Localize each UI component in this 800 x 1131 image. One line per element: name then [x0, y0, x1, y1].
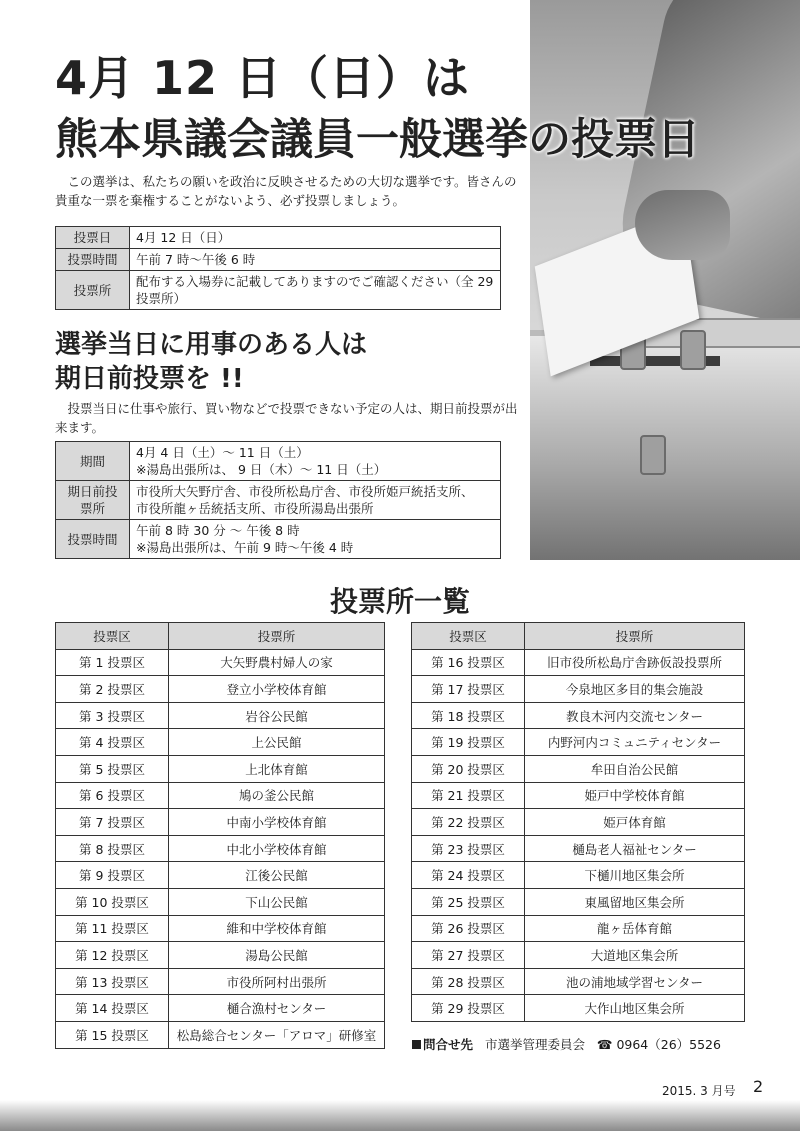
table-row	[412, 915, 745, 942]
place-cell: 教良木河内交流センター	[525, 702, 745, 729]
table-row	[412, 809, 745, 836]
place-cell: 牟田自治公民館	[525, 755, 745, 782]
district-cell: 第 21 投票区	[412, 782, 525, 809]
table-row	[56, 442, 501, 481]
district-cell: 第 19 投票区	[412, 729, 525, 756]
table-header-row	[56, 623, 385, 650]
district-cell: 第 1 投票区	[56, 649, 169, 676]
early-voting-title	[55, 328, 367, 396]
place-cell: 中北小学校体育館	[169, 835, 385, 862]
district-cell: 第 10 投票区	[56, 888, 169, 915]
photo-hand	[635, 190, 730, 260]
early-value-line: 市役所大矢野庁舎、市役所松島庁舎、市役所姫戸統括支所、	[136, 484, 474, 499]
early-value-line: ※湯島出張所は、午前 9 時～午後 4 時	[136, 540, 354, 555]
table-row	[412, 942, 745, 969]
contact-phone: 0964（26）5526	[616, 1037, 721, 1052]
place-cell: 旧市役所松島庁舎跡仮設投票所	[525, 649, 745, 676]
photo-hinge	[680, 330, 706, 370]
place-cell: 樋合漁村センター	[169, 995, 385, 1022]
place-cell: 姫戸中学校体育館	[525, 782, 745, 809]
district-cell: 第 11 投票区	[56, 915, 169, 942]
place-cell: 中南小学校体育館	[169, 809, 385, 836]
table-row	[56, 809, 385, 836]
district-cell: 第 16 投票区	[412, 649, 525, 676]
place-cell: 東風留地区集会所	[525, 888, 745, 915]
place-cell: 今泉地区多目的集会施設	[525, 676, 745, 703]
square-bullet-icon	[412, 1040, 421, 1049]
info-value: 4月 12 日（日）	[130, 227, 501, 249]
table-row	[56, 782, 385, 809]
district-cell: 第 23 投票区	[412, 835, 525, 862]
district-cell: 第 7 投票区	[56, 809, 169, 836]
place-cell: 大矢野農村婦人の家	[169, 649, 385, 676]
table-row	[56, 271, 501, 310]
table-row	[56, 520, 501, 559]
table-row	[56, 888, 385, 915]
place-cell: 岩谷公民館	[169, 702, 385, 729]
table-row	[56, 481, 501, 520]
place-cell: 下山公民館	[169, 888, 385, 915]
page-number: 2	[753, 1077, 764, 1096]
table-row	[56, 942, 385, 969]
polling-list-title: 投票所一覧	[329, 585, 470, 618]
table-row	[56, 702, 385, 729]
district-cell: 第 9 投票区	[56, 862, 169, 889]
intro-text: この選挙は、私たちの願いを政治に反映させるための大切な選挙です。皆さんの貴重な一票を棄権することがないよう、必ず投票しましょう。	[55, 174, 517, 208]
ballot-box-photo	[530, 0, 800, 560]
place-cell: 下樋川地区集会所	[525, 862, 745, 889]
table-header-row	[412, 623, 745, 650]
early-label: 期間	[56, 442, 130, 481]
early-voting-title-line2: 期日前投票を !!	[55, 364, 244, 394]
district-cell: 第 5 投票区	[56, 755, 169, 782]
table-row	[56, 249, 501, 271]
district-cell: 第 4 投票区	[56, 729, 169, 756]
district-cell: 第 18 投票区	[412, 702, 525, 729]
election-info-table	[55, 226, 501, 310]
table-row	[412, 649, 745, 676]
early-value-line: 午前 8 時 30 分 ～ 午後 8 時	[136, 523, 300, 538]
info-label: 投票時間	[56, 249, 130, 271]
district-cell: 第 24 投票区	[412, 862, 525, 889]
early-value-line: ※湯島出張所は、 9 日（木）～ 11 日（土）	[136, 462, 387, 477]
bottom-gradient-bar	[0, 1100, 800, 1131]
district-cell: 第 29 投票区	[412, 995, 525, 1022]
district-cell: 第 12 投票区	[56, 942, 169, 969]
district-cell: 第 17 投票区	[412, 676, 525, 703]
district-cell: 第 27 投票区	[412, 942, 525, 969]
table-row	[56, 1021, 385, 1048]
early-value	[130, 520, 501, 559]
place-cell: 樋島老人福祉センター	[525, 835, 745, 862]
early-value-line: 市役所龍ヶ岳統括支所、市役所湯島出張所	[136, 501, 374, 516]
page-title-line1: 4月 12 日（日）は	[55, 51, 471, 105]
table-row	[56, 915, 385, 942]
table-row	[412, 995, 745, 1022]
place-cell: 市役所阿村出張所	[169, 968, 385, 995]
contact-org: 市選挙管理委員会	[484, 1037, 585, 1052]
table-row	[56, 729, 385, 756]
table-row	[56, 676, 385, 703]
table-row	[412, 862, 745, 889]
table-row	[56, 649, 385, 676]
place-cell: 上北体育館	[169, 755, 385, 782]
column-header-district: 投票区	[56, 623, 169, 650]
photo-hinge	[640, 435, 666, 475]
early-voting-text: 投票当日に仕事や旅行、買い物などで投票できない予定の人は、期日前投票が出来ます。	[55, 401, 518, 435]
place-cell: 江後公民館	[169, 862, 385, 889]
district-cell: 第 14 投票区	[56, 995, 169, 1022]
table-row	[412, 782, 745, 809]
place-cell: 湯島公民館	[169, 942, 385, 969]
place-cell: 龍ヶ岳体育館	[525, 915, 745, 942]
early-voting-table	[55, 441, 501, 559]
info-label: 投票所	[56, 271, 130, 310]
table-row	[412, 729, 745, 756]
district-cell: 第 15 投票区	[56, 1021, 169, 1048]
column-header-place: 投票所	[169, 623, 385, 650]
place-cell: 鳩の釜公民館	[169, 782, 385, 809]
info-value: 配布する入場券に記載してありますのでご確認ください（全 29 投票所）	[130, 271, 501, 310]
table-row	[56, 755, 385, 782]
column-header-district: 投票区	[412, 623, 525, 650]
early-label: 投票時間	[56, 520, 130, 559]
place-cell: 池の浦地域学習センター	[525, 968, 745, 995]
table-row	[412, 888, 745, 915]
phone-icon: ☎	[596, 1037, 613, 1052]
table-row	[412, 835, 745, 862]
place-cell: 大道地区集会所	[525, 942, 745, 969]
polling-list-left	[55, 622, 385, 1049]
early-voting-title-line1: 選挙当日に用事のある人は	[55, 330, 368, 360]
info-value: 午前 7 時～午後 6 時	[130, 249, 501, 271]
issue-date: 2015. 3 月号	[662, 1084, 736, 1098]
place-cell: 維和中学校体育館	[169, 915, 385, 942]
district-cell: 第 25 投票区	[412, 888, 525, 915]
district-cell: 第 22 投票区	[412, 809, 525, 836]
table-row	[56, 227, 501, 249]
early-value	[130, 442, 501, 481]
district-cell: 第 28 投票区	[412, 968, 525, 995]
district-cell: 第 20 投票区	[412, 755, 525, 782]
table-row	[412, 676, 745, 703]
early-value-line: 4月 4 日（土）～ 11 日（土）	[136, 445, 309, 460]
place-cell: 大作山地区集会所	[525, 995, 745, 1022]
column-header-place: 投票所	[525, 623, 745, 650]
polling-list-right	[411, 622, 745, 1022]
contact-heading: 問合せ先	[423, 1037, 474, 1052]
table-row	[412, 702, 745, 729]
table-row	[412, 755, 745, 782]
place-cell: 内野河内コミュニティセンター	[525, 729, 745, 756]
page-title-election-name: 熊本県議会議員一般選挙	[55, 115, 528, 165]
district-cell: 第 13 投票区	[56, 968, 169, 995]
table-row	[56, 862, 385, 889]
table-row	[56, 835, 385, 862]
early-label: 期日前投票所	[56, 481, 130, 520]
info-label: 投票日	[56, 227, 130, 249]
place-cell: 姫戸体育館	[525, 809, 745, 836]
place-cell: 松島総合センター「アロマ」研修室	[169, 1021, 385, 1048]
district-cell: 第 2 投票区	[56, 676, 169, 703]
district-cell: 第 3 投票区	[56, 702, 169, 729]
district-cell: 第 26 投票区	[412, 915, 525, 942]
table-row	[56, 968, 385, 995]
district-cell: 第 8 投票区	[56, 835, 169, 862]
district-cell: 第 6 投票区	[56, 782, 169, 809]
page-title-voting-day: の投票日	[528, 115, 700, 165]
table-row	[56, 995, 385, 1022]
early-value	[130, 481, 501, 520]
table-row	[412, 968, 745, 995]
place-cell: 登立小学校体育館	[169, 676, 385, 703]
contact-info	[412, 1035, 721, 1053]
place-cell: 上公民館	[169, 729, 385, 756]
page-title-line2	[55, 106, 700, 167]
